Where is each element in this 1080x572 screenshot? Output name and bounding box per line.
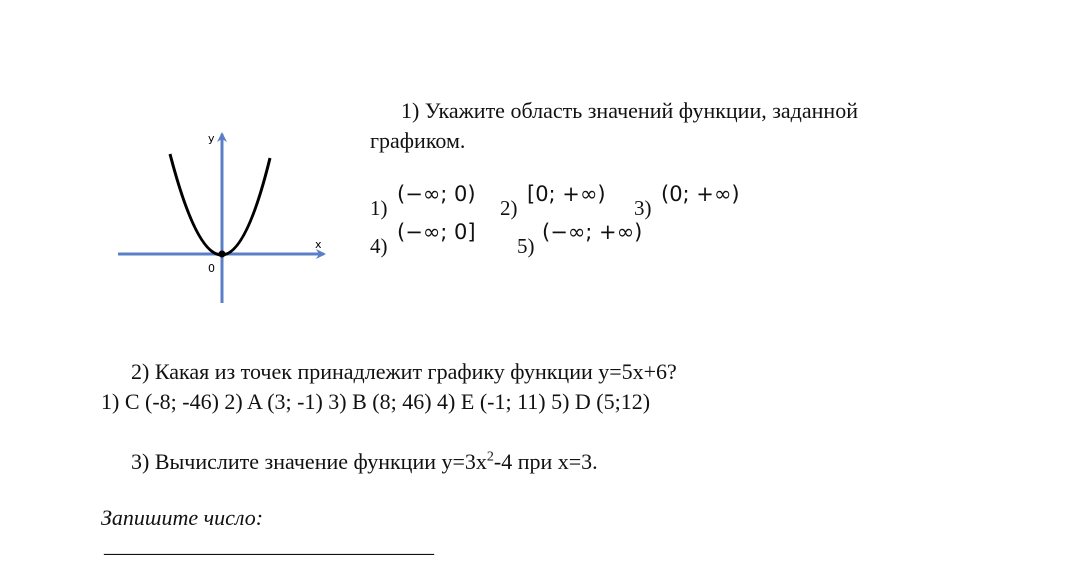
- y-axis-label: y: [208, 132, 215, 145]
- q1-option-2-num: 2): [500, 196, 518, 220]
- q1-text-line2: графиком.: [370, 128, 466, 153]
- q2-question: 2) Какая из точек принадлежит графику функции y=5x+6?: [131, 359, 677, 384]
- q3-prefix: 3) Вычислите значение функции y=3x: [131, 449, 487, 474]
- q3-suffix: -4 при x=3.: [493, 449, 598, 474]
- answer-line[interactable]: ______________________________: [104, 532, 434, 557]
- q2-options: 1) C (-8; -46) 2) A (3; -1) 3) B (8; 46) 4) E (-1; 11) 5) D (5;12): [101, 389, 651, 414]
- parabola-curve: [170, 154, 270, 255]
- q1-option-4-num: 4): [370, 234, 388, 258]
- origin-point: [219, 251, 226, 258]
- q1-option-3-value: (0; +∞): [661, 182, 740, 206]
- q3-exponent: 2: [486, 449, 494, 465]
- q1-option-3-num: 3): [634, 196, 652, 220]
- q1-option-1-value: (−∞; 0): [397, 182, 476, 206]
- q1-option-1-num: 1): [370, 196, 388, 220]
- q1-option-5-value: (−∞; +∞): [542, 220, 643, 244]
- q1-option-5-num: 5): [517, 234, 535, 258]
- q1-option-2-value: [0; +∞): [527, 182, 606, 206]
- q3-question: [131, 449, 598, 475]
- parabola-graph: [112, 128, 332, 308]
- origin-label: 0: [208, 262, 215, 275]
- q1-text-line1: 1) Укажите область значений функции, заданной: [401, 98, 858, 123]
- answer-prompt: Запишите число:: [101, 505, 264, 530]
- q1-option-4-value: (−∞; 0]: [397, 220, 476, 244]
- x-axis-label: x: [315, 238, 322, 251]
